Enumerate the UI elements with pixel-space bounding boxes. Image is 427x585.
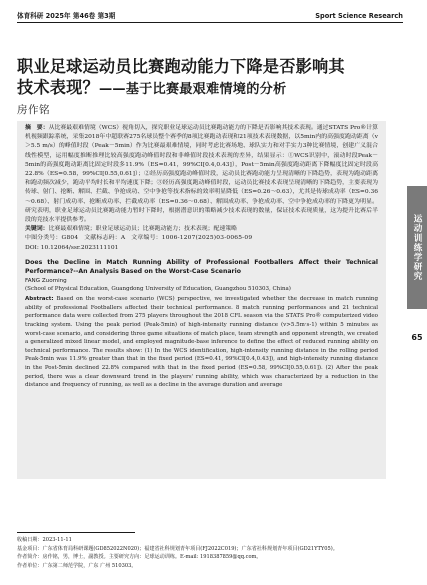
received-date: 收稿日期：2023-11-11: [17, 537, 72, 543]
funding-note: 基金项目：广东省体育局科研课题(GD852022N020)；福建省社科规划青年项目(FJ2022C019)；广东省社科规划青年项目(GD21YTY05)。: [17, 545, 338, 552]
running-header: [17, 6, 403, 20]
journal-name-en: Sport Science Research: [315, 12, 403, 20]
title-line-2: [17, 77, 397, 100]
footnote-rule: [17, 532, 135, 533]
article-title: [17, 56, 397, 100]
classification-line: [25, 234, 378, 243]
author-affiliation: 作者单位：广东第二师范学院，广东 广州 510303。: [17, 562, 137, 569]
footnotes: [17, 536, 386, 570]
clc-number: 中图分类号：G804: [25, 235, 79, 242]
english-title: Does the Decline in Match Running Ability of Professional Footballers Affect their Technical Performance?--An Analysis Based on the Worst-Case Scenario: [25, 258, 378, 275]
keywords-text: 比赛最艰难情境；职业足球运动员；比赛跑动能力；技术表现；配速策略: [48, 226, 238, 233]
title-line-2-main: 技术表现？: [17, 78, 99, 97]
keywords-label: 关键词：: [25, 226, 49, 233]
article-number: 文章编号：1006-1207(2025)03-0065-09: [131, 235, 253, 242]
english-author: FANG Zuoming: [25, 277, 67, 284]
abstract-en-label: Abstract:: [25, 296, 54, 303]
title-line-1: 职业足球运动员比赛跑动能力下降是否影响其: [17, 57, 345, 76]
english-affiliation: (School of Physical Education, Guangdong University of Education, Guangzhou 510303, China): [25, 285, 291, 292]
section-tab: [407, 186, 427, 309]
author-name: 房作铭: [17, 104, 50, 116]
page-number: 65: [411, 333, 423, 342]
section-tab-label: 运动训练学研究: [412, 213, 422, 282]
doi: DOI: 10.12064/ssr.2023111101: [25, 244, 119, 251]
author-bio: 作者简介：房作铭，男，博士，副教授。主要研究方向：足球运动训练。E-mail: 1918387859@qq.com。: [17, 554, 262, 561]
document-code: 文献标志码：A: [84, 235, 126, 242]
article-subtitle: ——基于比赛最艰难情境的分析: [98, 82, 287, 97]
keywords: [25, 225, 378, 234]
abstract-cn: [25, 124, 378, 225]
header-rule: [17, 22, 403, 23]
abstract-en-text: Based on the worst-case scenario (WCS) perspective, we investigated whether the decrease in match running ability of professional Footballers affected their technical performance. 8 match running performances and 21 technical performance data were collected from 275 players throughout the 2018 CFL season via the STATS Pro® computerized video tracking system. Using the peak period (Peak-5min) of high-intensity running distance (v>5.5m·s-1) within 5 minutes as worst-case scenario, and considering three game situations of match place, team strength and opponent strength, we created a generalized mixed linear model, and employed magnitude-base inference to define the effect of reduced running ability on technical performance. The results show: (1) In the WCS identification, high-intensity running distance in the rolling period Peak-5min was 11.9% greater than that in the fixed period (ES=0.41, 99%CI[0.4,0.43]), and high-intensity running distance in the Post-5min declined 22.8% compared with that in the fixed period (ES=0.58, 99%CI[0.55,0.61]). (2) After the peak period, there was a clear downward trend in the players' running ability, which was characterized by a reduction in the distance and frequency of running, as well as a decline in the average duration and average: [25, 296, 378, 389]
abstract-en: [25, 295, 378, 390]
abstract-cn-text: 从比赛最艰难情境（WCS）视角切入，探究职业足球运动员比赛跑动能力的下降是否影响其技术表现。通过STATS Pro®计算机视频跟踪系统，采集2018年中超联赛275名球员整个赛季的8项比赛跑动表现和21项技术表现数据，以5min内的高强度跑动距离（v＞5.5 m/s）的峰值时段（Peak－5min）作为比赛最艰难情境，同时考虑比赛场地、球队实力和对手实力3种比赛情境，创建广义混合线性模型，运用幅度推断推理比较高强度跑动峰值时段和非峰值时段技术表现的差异，结果显示：①WCS识别中，滚动时段Peak－5min的高强度跑动距离比固定时段多11.9%（ES=0.41，99%CI[0.4,0.43]），Post－5min高强度跑动距离下降幅度比固定时段高22.8%（ES=0.58，99%CI[0.55,0.61]）；②经历高强度跑动峰值时段，运动员比赛跑动能力呈现清晰的下降趋势，表现为跑动距离和跑动频次减少，跑动平均时长和平均速度下降；③经历高强度跑动峰值时段，运动员比赛技术表现呈现清晰的下降趋势，主要表现为传球、射门、抢断、解围、拦截、争抢成功、空中争抢等技术指标的效率明显降低（ES=0.26～0.63），尤其是传球成功率（ES=0.36～0.68）、射门成功率、抢断成功率、拦截成功率（ES=0.36～0.68）、解围成功率、争抢成功率、空中争抢成功率的下降更为明显。研究表明，职业足球运动员比赛跑动能力暂时下降时，根据潜意识的策略减少技术表现的数量，保证技术表现质量，这为提升比赛后半段的竞技水平提供参考。: [25, 125, 378, 224]
journal-issue: 体育科研 2025年 第46卷 第3期: [17, 12, 116, 20]
abstract-label: 摘 要：: [25, 125, 49, 131]
abstract-box: [17, 121, 386, 479]
